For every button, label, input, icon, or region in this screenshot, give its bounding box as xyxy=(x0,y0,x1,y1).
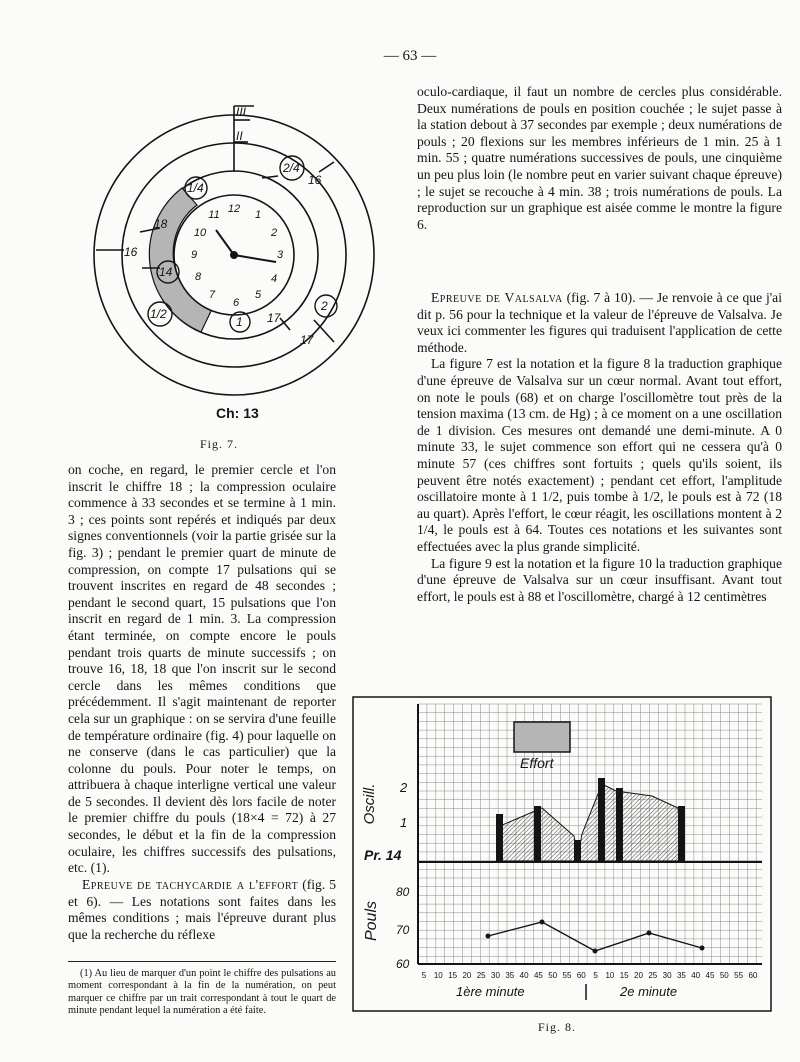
marker-label-14: 14 xyxy=(159,265,173,279)
left-column xyxy=(68,462,336,877)
x-tick-label: 20 xyxy=(634,971,643,980)
marker-label-17-outer: 17 xyxy=(300,333,314,347)
oscillation-bar-6 xyxy=(678,806,685,861)
right-paragraph-3: La figure 7 est la notation et la figure 8 la traduction graphique d'une épreuve de Valsalva sur un cœur normal. Avant tout effort, on note le pouls (68) et on charge l'oscillomètre tout près de la tension maxima (13 cm. de Hg) ; à ce moment on a une oscillation de 1 division. Ces mesures ont demandé une demi-minute. A 0 minute 33, le sujet commence son effort qui ne cessera qu'à 0 minute 57 (ces chiffres sont fortuits ; quels qu'ils soient, ils peuvent être notés exactement) ; pendant cet effort, l'amplitude oscillatoire monte à 1 1/2, puis tombe à 1/2, le pouls est à 72 (18 au quart). Après l'effort, le cœur réagit, les oscillations montent à 2 1/4, le pouls est à 64. Toutes ces notations et les suivantes sont effectuées avec la plus grande simplicité. xyxy=(417,356,782,554)
clock-number-8: 8 xyxy=(194,271,202,283)
x-tick-label: 10 xyxy=(433,971,443,980)
right-paragraph-1: oculo-cardiaque, il faut un nombre de cercles plus considérable. Deux numérations de pouls en position couchée ; le sujet passe à la station debout à 37 secondes par exemple ; deux numérations de pouls ; 20 flexions sur les membres inférieurs de 1 min. 25 à 1 min. 55 ; quatre numérations successives de pouls, une cinquième un peu plus loin (le nombre peut en varier suivant chaque épreuve) ; le sujet se recouche à 4 min. 38 ; trois numérations de pouls. La reproduction sur un graphique est aisée comme le montre la figure 6. xyxy=(417,84,782,232)
left-paragraph-2 xyxy=(68,877,336,943)
x-tick-label: 55 xyxy=(734,971,744,980)
clock-number-3: 3 xyxy=(276,249,284,261)
x-tick-label: 35 xyxy=(505,971,515,980)
x-tick-label: 45 xyxy=(705,971,715,980)
figure-8-caption: Fig. 8. xyxy=(538,1020,577,1034)
marker-label-1: 1 xyxy=(236,315,243,329)
x-tick-label: 10 xyxy=(605,971,615,980)
x-tick-label: 60 xyxy=(748,971,758,980)
x-tick-label: 40 xyxy=(519,971,529,980)
section-heading-valsalva: Epreuve de Valsalva xyxy=(431,290,563,305)
marker-label-16-top: 16 xyxy=(308,173,322,187)
left-column-section-2 xyxy=(68,877,336,943)
marker-label-17-inner: 17 xyxy=(267,311,281,325)
effort-marker xyxy=(514,722,570,752)
oscillation-bar-1 xyxy=(496,814,503,861)
marker-label-2-4: 2/4 xyxy=(283,161,300,175)
x-tick-label: 35 xyxy=(676,971,686,980)
minute-1-label: 1ère minute xyxy=(456,984,525,999)
oscillation-bar-4 xyxy=(598,778,605,861)
minute-2-label: 2e minute xyxy=(620,984,678,999)
x-tick-label: 30 xyxy=(491,971,500,980)
x-tick-label: 15 xyxy=(619,971,629,980)
osc-tick-2: 2 xyxy=(400,780,408,795)
clock-number-9: 9 xyxy=(190,249,198,261)
page-number: — 63 — xyxy=(383,48,437,64)
marker-label-18: 18 xyxy=(154,217,168,231)
chart-label: Ch: 13 xyxy=(216,405,259,421)
osc-tick-1: 1 xyxy=(400,815,408,830)
x-tick-label: 5 xyxy=(593,971,598,980)
x-tick-label: 40 xyxy=(691,971,701,980)
marker-label-1-4: 1/4 xyxy=(187,181,204,195)
x-tick-label: 25 xyxy=(476,971,486,980)
clock-number-7: 7 xyxy=(208,289,216,301)
pouls-tick-60: 60 xyxy=(396,957,410,971)
oscillation-bar-3 xyxy=(574,840,581,861)
footnote-text: (1) Au lieu de marquer d'un point le chiffre des pulsations au moment correspondant à la fin de la numération, on peut marquer ce chiffre par un trait correspondant à tout le quart de minute pendant lequel la numération a été faite. xyxy=(68,968,336,1017)
right-paragraph-2-text: (fig. 7 à 10). — Je renvoie à ce que j'ai dit p. 56 pour la technique et la valeur de l'épreuve de Valsalva. Je veux ici commenter les figures qui traduisent l'application de cette méthode. xyxy=(417,290,782,355)
right-column-section-2 xyxy=(417,290,782,605)
figure-7-circular-notation xyxy=(84,100,380,430)
effort-label: Effort xyxy=(520,755,554,771)
clock-number-2: 2 xyxy=(270,227,278,239)
figure-8-graph xyxy=(352,696,772,1012)
left-paragraph-1: on coche, en regard, le premier cercle et l'on inscrit le chiffre 18 ; la compression oculaire commence à 33 secondes et se termine à 1 min. 3 ; ces points sont repérés et indiqués par deux signes conventionnels (voir la partie grisée sur la fig. 3) ; pendant le premier quart de minute de compression, on compte 17 pulsations qui se trouvent inscrites en regard de 48 secondes ; pendant le second quart, 15 pulsations que l'on inscrit en regard de 1 min. 3. La compression étant terminée, on compte encore le pouls pendant trois quarts de minute successifs ; on trouve 16, 18, 18 que l'on inscrit sur le second cercle dans les mêmes conditions que précédemment. Il s'agit maintenant de reporter cela sur un graphique : on se servira d'une feuille de température ordinaire (fig. 4) pour laquelle on ne conserve (dans le cas particulier) que la colonne du pouls. Pour noter le temps, on attribuera à chaque interligne vertical une valeur de 5 secondes. Il devient dès lors facile de noter le premier chiffre du pouls (18×4 = 72) à 27 secondes, le début et la fin de la compression oculaire, les chiffres successifs des pulsations, etc. (1). xyxy=(68,462,336,876)
oscillation-bar-2 xyxy=(534,806,541,861)
x-tick-label: 20 xyxy=(462,971,472,980)
section-heading-tachycardie: Epreuve de tachycardie a l'effort xyxy=(82,877,299,892)
pressure-label: Pr. 14 xyxy=(364,847,402,863)
clock-number-6: 6 xyxy=(232,297,240,309)
clock-number-12: 12 xyxy=(227,203,241,215)
left-paragraph-2-text: (fig. 5 et 6). — Les notations sont faites dans les mêmes conditions ; mais l'épreuve durant plus que la recherche du réflexe xyxy=(68,877,336,942)
footnote xyxy=(68,968,336,1018)
marker-label-1-2: 1/2 xyxy=(150,307,167,321)
clock-number-5: 5 xyxy=(254,289,262,301)
clock-number-4: 4 xyxy=(270,273,278,285)
marker-label-III: III xyxy=(236,105,247,119)
marker-label-16-left: 16 xyxy=(124,245,138,259)
clock-number-10: 10 xyxy=(193,227,207,239)
pouls-tick-70: 70 xyxy=(396,923,410,937)
x-tick-label: 25 xyxy=(648,971,658,980)
x-tick-label: 60 xyxy=(576,971,586,980)
x-tick-label: 55 xyxy=(562,971,572,980)
x-tick-label: 45 xyxy=(533,971,543,980)
marker-label-II: II xyxy=(236,129,243,143)
pouls-axis-label: Pouls xyxy=(363,900,380,942)
figure-7-caption: Fig. 7. xyxy=(200,437,239,451)
clock-number-1: 1 xyxy=(254,209,262,221)
clock-number-11: 11 xyxy=(208,209,220,221)
footnote-rule xyxy=(68,961,336,962)
x-tick-label: 5 xyxy=(421,971,427,980)
x-tick-label: 15 xyxy=(448,971,458,980)
x-tick-label: 50 xyxy=(719,971,729,980)
x-tick-label: 50 xyxy=(548,971,558,980)
marker-label-2: 2 xyxy=(321,299,328,313)
right-column xyxy=(417,84,782,233)
pouls-tick-80: 80 xyxy=(396,885,410,899)
osc-axis-label: Oscill. xyxy=(361,783,378,825)
right-paragraph-4: La figure 9 est la notation et la figure 10 la traduction graphique d'une épreuve de Valsalva sur un cœur insuffisant. Avant tout effort, le pouls est à 88 et l'oscillomètre, chargé à 12 centimètres xyxy=(417,555,782,604)
oscillation-bar-5 xyxy=(616,788,623,861)
right-paragraph-2 xyxy=(417,290,782,356)
x-tick-label: 30 xyxy=(662,971,672,980)
